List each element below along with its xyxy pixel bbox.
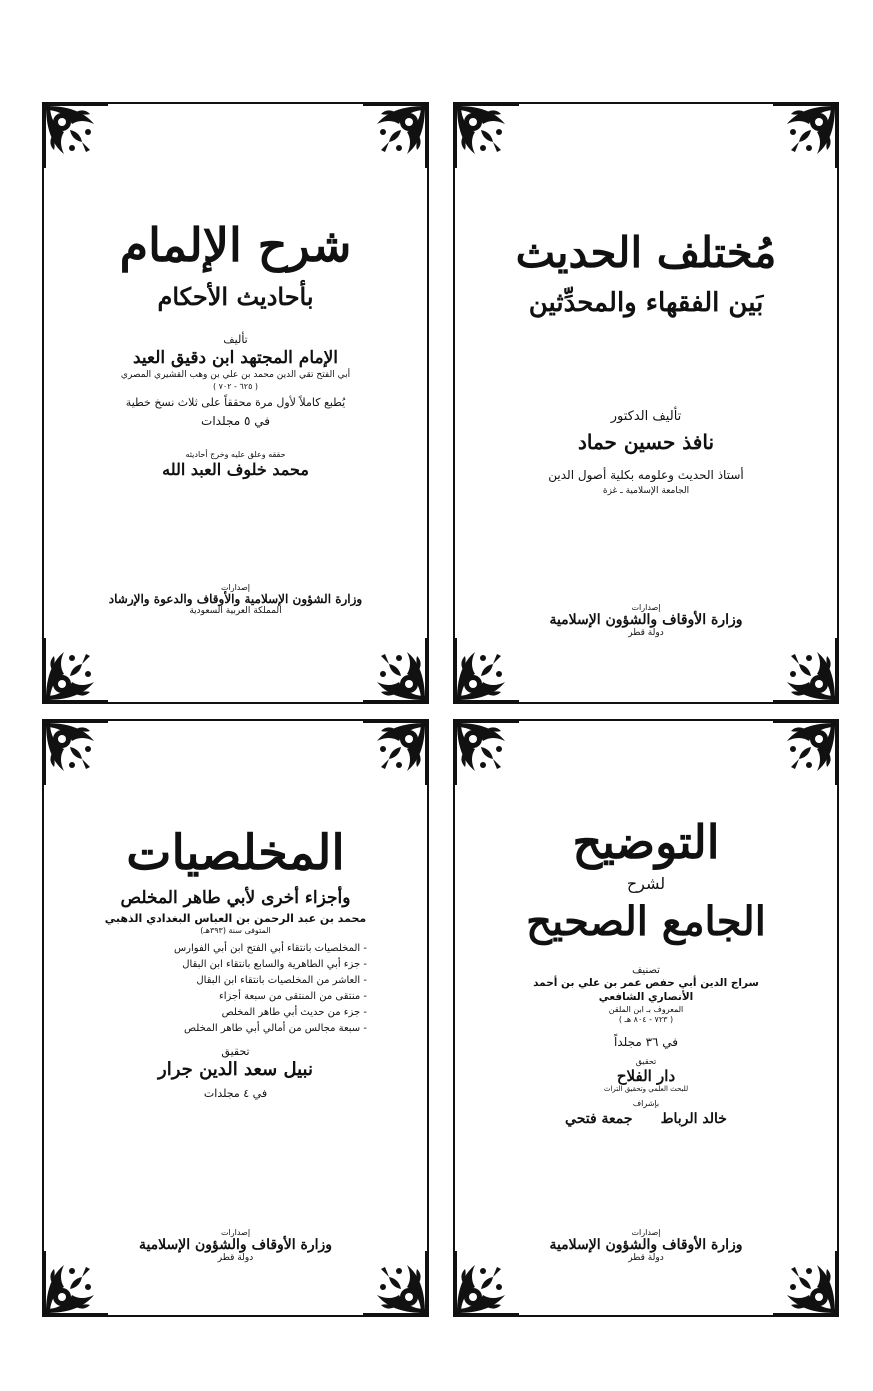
- publisher-name: وزارة الشؤون الإسلامية والأوقاف والدعوة والإرشاد: [108, 592, 363, 606]
- editor-description: للبحث العلمي وتحقيق التراث: [603, 1085, 689, 1094]
- author-full-name: أبي الفتح تقي الدين محمد بن علي بن وهب القشيري المصري: [120, 370, 351, 381]
- publisher-label: إصدارات: [631, 603, 661, 612]
- corner-ornament-icon: [363, 719, 429, 785]
- supervisors-row: [565, 1111, 727, 1128]
- publisher-block: [549, 603, 742, 638]
- publisher-name: وزارة الأوقاف والشؤون الإسلامية: [549, 1237, 743, 1253]
- book-title: التوضيح: [572, 815, 720, 869]
- author-dates: ( ٦٢٥ - ٧٠٢ ): [212, 381, 259, 391]
- author-description: أستاذ الحديث وعلومه بكلية أصول الدين: [548, 468, 744, 483]
- book-title: مُختلف الحديث: [515, 228, 777, 277]
- book-title: شرح الإلمام: [119, 218, 352, 272]
- publisher-label: إصدارات: [220, 583, 251, 592]
- publisher-country: المملكة العربية السعودية: [189, 606, 282, 616]
- corner-ornament-icon: [363, 1251, 429, 1317]
- publisher-label: إصدارات: [631, 1228, 661, 1237]
- editor-label: حققه وعلق عليه وخرج أحاديثه: [185, 450, 286, 460]
- publisher-name: وزارة الأوقاف والشؤون الإسلامية: [549, 612, 743, 628]
- author-name: محمد بن عبد الرحمن بن العباس البغدادي الذهبي: [104, 912, 367, 926]
- supervisor-name: جمعة فتحي: [565, 1110, 633, 1127]
- volume-count: في ٥ مجلدات: [201, 414, 270, 429]
- book-cover-sharh-al-ilmam: [42, 102, 429, 704]
- book-title: المخلصيات: [126, 825, 345, 881]
- publisher-country: دولة قطر: [628, 628, 664, 638]
- publisher-name: وزارة الأوقاف والشؤون الإسلامية: [138, 1237, 333, 1253]
- author-name: نافذ حسين حماد: [577, 430, 715, 455]
- book-cover-al-mukhallisiyat: [42, 719, 429, 1317]
- editor-label: تحقيق: [221, 1044, 250, 1058]
- publisher-block: [139, 1228, 332, 1263]
- author-known-as: المعروف بـ ابن الملقن: [608, 1004, 684, 1014]
- corner-ornament-icon: [42, 719, 108, 785]
- publisher-country: دولة قطر: [628, 1253, 664, 1263]
- publisher-block: [549, 1228, 742, 1263]
- edition-note: يُطبع كاملاً لأول مرة محققاً على ثلاث نسخ خطية: [125, 396, 346, 410]
- author-label: تأليف الدكتور: [610, 409, 682, 425]
- list-item: - المخلصيات بانتقاء أبي الفتح ابن أبي الفوارس: [100, 941, 371, 957]
- corner-ornament-icon: [363, 102, 429, 168]
- book-subtitle: بأحاديث الأحكام: [157, 281, 314, 311]
- editor-name: نبيل سعد الدين جرار: [158, 1059, 313, 1081]
- book-cover-al-tawdih: [453, 719, 839, 1317]
- author-label: تصنيف: [632, 965, 660, 977]
- author-name: سراج الدين أبي حفص عمر بن علي بن أحمد الأنصاري الشافعي: [533, 977, 759, 1004]
- book-subtitle: بَين الفقهاء والمحدِّثين: [528, 288, 764, 319]
- corner-ornament-icon: [453, 102, 519, 168]
- supervisor-name: خالد الرباط: [660, 1110, 727, 1127]
- corner-ornament-icon: [453, 1251, 519, 1317]
- list-item: - منتقى من المنتقى من سبعة أجزاء: [100, 989, 371, 1005]
- corner-ornament-icon: [42, 638, 108, 704]
- editor-name: دار الفلاح: [616, 1067, 676, 1086]
- book-cover-mukhtalif-al-hadith: [453, 102, 839, 704]
- supervision-label: بإشراف: [632, 1098, 660, 1108]
- book-title-second: الجامع الصحيح: [526, 898, 766, 946]
- author-label: تأليف: [223, 333, 248, 347]
- corner-ornament-icon: [363, 638, 429, 704]
- author-dates: المتوفى سنة (٣٩٣هـ): [200, 926, 271, 936]
- corner-ornament-icon: [42, 102, 108, 168]
- list-item: - جزء من حديث أبي طاهر المخلص: [100, 1005, 371, 1021]
- corner-ornament-icon: [773, 1251, 839, 1317]
- list-item: - العاشر من المخلصيات بانتقاء ابن البقال: [100, 973, 371, 989]
- editor-label: تحقيق: [635, 1057, 657, 1067]
- list-item: - جزء أبي الطاهرية والسابع بانتقاء ابن البقال: [100, 957, 371, 973]
- corner-ornament-icon: [453, 638, 519, 704]
- author-institution: الجامعة الإسلامية ـ غزة: [602, 485, 690, 496]
- volume-count: في ٤ مجلدات: [203, 1086, 268, 1100]
- corner-ornament-icon: [453, 719, 519, 785]
- corner-ornament-icon: [773, 638, 839, 704]
- included-parts-list: [100, 941, 371, 1037]
- publisher-block: [109, 583, 362, 616]
- author-name: الإمام المجتهد ابن دقيق العيد: [132, 347, 339, 368]
- corner-ornament-icon: [773, 719, 839, 785]
- editor-name: محمد خلوف العبد الله: [162, 460, 309, 480]
- book-title-connector: لشرح: [626, 873, 666, 893]
- corner-ornament-icon: [773, 102, 839, 168]
- volume-count: في ٣٦ مجلداً: [613, 1035, 679, 1050]
- corner-ornament-icon: [42, 1251, 108, 1317]
- author-dates: ( ٧٢٣ - ٨٠٤ هـ ): [618, 1015, 674, 1025]
- book-subtitle: وأجزاء أخرى لأبي طاهر المخلص: [120, 887, 351, 908]
- list-item: - سبعة مجالس من أمالي أبي طاهر المخلص: [100, 1021, 371, 1037]
- publisher-country: دولة قطر: [217, 1253, 254, 1263]
- publisher-label: إصدارات: [220, 1228, 251, 1237]
